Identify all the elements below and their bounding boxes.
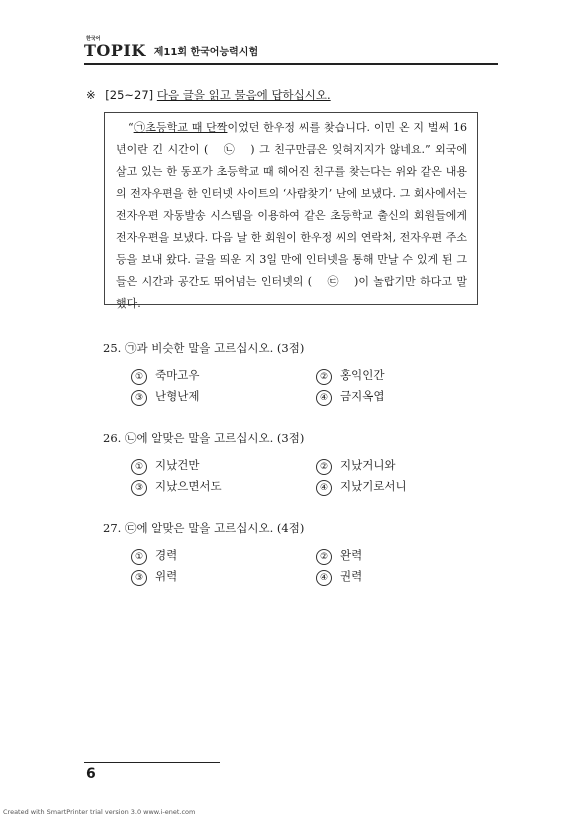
question-range: [25~27] [105,88,154,102]
passage-text [116,117,467,315]
q26-option-2[interactable] [316,457,396,475]
question-25: 25. ㉠과 비슷한 말을 고르십시오. (3점) [103,341,305,355]
option-number: ③ [131,570,147,586]
option-text: 완력 [340,548,363,562]
passage-part-2: ) 그 친구만큼은 잊혀지지가 않네요.” 외국에 살고 있는 한 동포가 초등학교 때 헤어진 친구를 찾는다는 위와 같은 내용의 전자우편을 한 인터넷 사이트의 ‘사람찾기’ 난에 보냈다. 그 회사에서는 전자우편 자동발송 시스템을 이용하여 같은 초등학교 출신의 회원들에게 전자우편을 보냈다. 다음 날 한 회원이 한우정 씨의 연락처, 전자우편 주소 등을 보내 왔다. 글을 띄운 지 3일 만에 인터넷을 통해 만날 수 있게 된 그들은 시간과 공간도 뛰어넘는 인터넷의 ( [116,143,467,288]
option-text: 죽마고우 [155,368,200,382]
q27-option-3[interactable] [131,568,177,586]
option-number: ③ [131,390,147,406]
open-quote: “ [128,121,134,134]
blank-2 [208,139,250,161]
q25-option-4[interactable] [316,388,384,406]
question-27: 27. ㉢에 알맞은 말을 고르십시오. (4점) [103,521,305,535]
question-26: 26. ㉡에 알맞은 말을 고르십시오. (3점) [103,431,305,445]
q27-option-1[interactable] [131,547,177,565]
option-number: ④ [316,480,332,496]
marker-3: ㉢ [327,275,339,288]
option-text: 위력 [155,569,178,583]
option-text: 지났건만 [155,458,200,472]
logo-text: TOPIK [84,41,146,60]
marker-1: ㉠ [133,121,146,134]
option-number: ③ [131,480,147,496]
option-number: ④ [316,390,332,406]
option-number: ① [131,369,147,385]
option-text: 지났기로서니 [340,479,407,493]
option-number: ② [316,369,332,385]
option-number: ② [316,459,332,475]
option-text: 권력 [340,569,363,583]
option-number: ① [131,459,147,475]
q26-option-1[interactable] [131,457,199,475]
q26-option-4[interactable] [316,478,407,496]
instruction [86,87,331,103]
header-divider [84,63,498,65]
option-text: 지났으면서도 [155,479,222,493]
q26-option-3[interactable] [131,478,222,496]
option-number: ② [316,549,332,565]
blank-3 [312,271,354,293]
option-text: 지났거니와 [340,458,396,472]
passage-part-1: 이었던 한우정 씨를 찾습니다. 이민 온 지 벌써 16년이란 긴 시간이 ( [116,121,468,156]
q25-option-1[interactable] [131,367,199,385]
option-text: 금지옥엽 [340,389,385,403]
q25-option-2[interactable] [316,367,384,385]
reference-mark: ※ [86,88,96,102]
underlined-phrase [134,121,228,134]
printer-watermark: Created with SmartPrinter trial version 3.0 www.i-enet.com [3,808,196,816]
page-number: 6 [86,766,96,782]
q25-option-3[interactable] [131,388,199,406]
option-number: ① [131,549,147,565]
marker-2: ㉡ [223,143,235,156]
passage-part-3: )이 놀랍기만 하다고 말했다. [116,275,467,310]
exam-title: 제11회 한국어능력시험 [153,47,259,58]
reading-passage [104,112,478,310]
option-text: 난형난제 [155,389,200,403]
underlined-text: 초등학교 때 단짝 [145,121,228,134]
page-header [84,38,258,60]
instruction-text: 다음 글을 읽고 물음에 답하십시오. [156,88,331,102]
q27-option-2[interactable] [316,547,362,565]
option-number: ④ [316,570,332,586]
topik-logo [84,36,146,60]
logo-small-text: 한국어 [86,36,101,42]
option-text: 홍익인간 [340,368,385,382]
option-text: 경력 [155,548,178,562]
q27-option-4[interactable] [316,568,362,586]
footer-divider [84,762,220,763]
